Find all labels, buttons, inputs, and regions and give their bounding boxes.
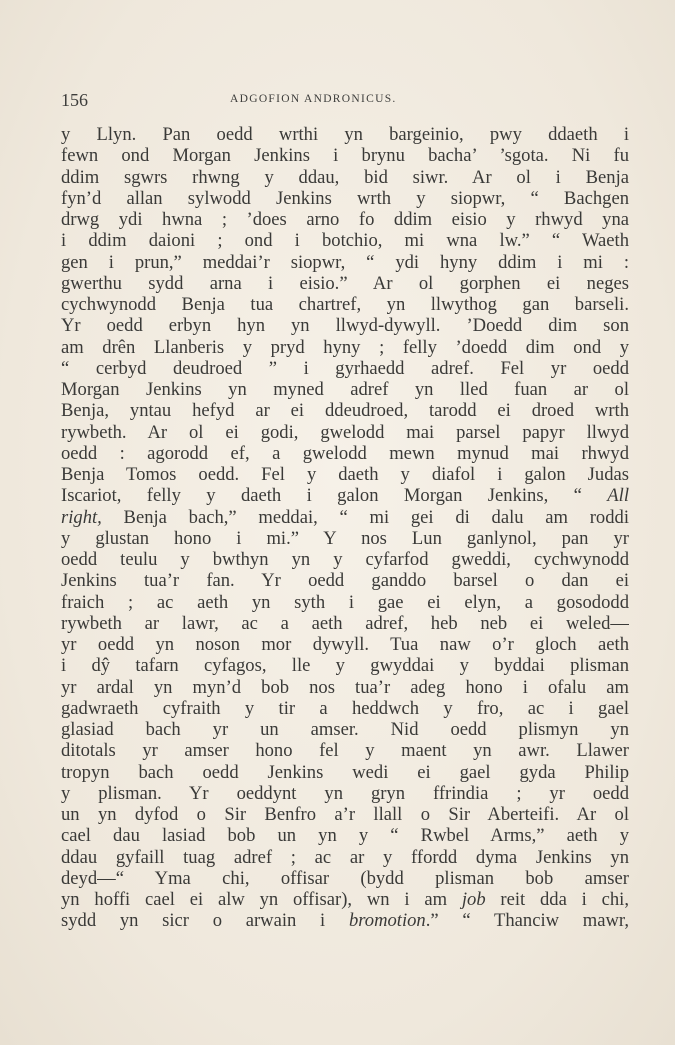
- text-line: ddim sgwrs rhwng y ddau, bid siwr. Ar ol i Benja: [61, 166, 629, 188]
- text-line: glasiad bach yr un amser. Nid oedd plismyn yn: [61, 719, 629, 740]
- text-line: un yn dyfod o Sir Benfro a’r llall o Sir Aberteifi. Ar ol: [61, 804, 629, 825]
- text-line: “ cerbyd deudroed ” i gyrhaedd adref. Fel yr oedd: [61, 357, 629, 379]
- text-line: fewn ond Morgan Jenkins i brynu bacha’ ’sgota. Ni fu: [61, 145, 629, 167]
- text-line: Iscariot, felly y daeth i galon Morgan Jenkins, “ All: [61, 485, 629, 507]
- text-line: y glustan hono i mi.” Y nos Lun ganlynol, pan yr: [61, 527, 629, 549]
- text-line: rywbeth ar lawr, ac a aeth adref, heb neb ei weled—: [61, 612, 629, 634]
- text-line: fyn’d allan sylwodd Jenkins wrth y siopwr, “ Bachgen: [61, 187, 629, 209]
- page-header: [61, 90, 631, 114]
- text-line: yn hoffi cael ei alw yn offisar), wn i am job reit dda i chi,: [61, 889, 629, 910]
- body-text: [61, 124, 629, 932]
- text-line: i dŷ tafarn cyfagos, lle y gwyddai y byddai plisman: [61, 655, 629, 677]
- text-line: oedd : agorodd ef, a gwelodd mewn mynud mai rhwyd: [61, 442, 629, 464]
- text-line: Benja Tomos oedd. Fel y daeth y diafol i galon Judas: [61, 464, 629, 485]
- text-line: deyd—“ Yma chi, offisar (bydd plisman bob amser: [61, 867, 629, 889]
- text-line: i ddim daioni ; ond i botchio, mi wna lw.” “ Waeth: [61, 230, 629, 252]
- text-line: Morgan Jenkins yn myned adref yn lled fuan ar ol: [61, 379, 629, 400]
- page-number: 156: [61, 90, 88, 110]
- text-line: rywbeth. Ar ol ei godi, gwelodd mai parsel papyr llwyd: [61, 421, 629, 443]
- text-line: Jenkins tua’r fan. Yr oedd ganddo barsel o dan ei: [61, 570, 629, 592]
- text-line: tropyn bach oedd Jenkins wedi ei gael gyda Philip: [61, 761, 629, 783]
- text-line: right, Benja bach,” meddai, “ mi gei di dalu am roddi: [61, 506, 629, 528]
- text-line: y Llyn. Pan oedd wrthi yn bargeinio, pwy ddaeth i: [61, 124, 629, 145]
- text-line: y plisman. Yr oeddynt yn gryn ffrindia ; yr oedd: [61, 782, 629, 804]
- text-line: yr oedd yn noson mor dywyll. Tua naw o’r gloch aeth: [61, 634, 629, 655]
- text-line: ditotals yr amser hono fel y maent yn awr. Llawer: [61, 740, 629, 762]
- text-line: gen i prun,” meddai’r siopwr, “ ydi hyny ddim i mi :: [61, 251, 629, 273]
- text-line: sydd yn sicr o arwain i bromotion.” “ Thanciw mawr,: [61, 910, 629, 932]
- text-line: gadwraeth cyfraith y tir a heddwch y fro, ac i gael: [61, 697, 629, 719]
- text-line: Benja, yntau hefyd ar ei ddeudroed, tarodd ei droed wrth: [61, 400, 629, 422]
- text-line: cychwynodd Benja tua chartref, yn llwythog gan barseli.: [61, 294, 629, 315]
- text-line: yr ardal yn myn’d bob nos tua’r adeg hono i ofalu am: [61, 676, 629, 698]
- text-line: am drên Llanberis y pryd hyny ; felly ’doedd dim ond y: [61, 336, 629, 358]
- text-line: oedd teulu y bwthyn yn y cyfarfod gweddi, cychwynodd: [61, 549, 629, 570]
- text-line: gwerthu sydd arna i eisio.” Ar ol gorphen ei neges: [61, 272, 629, 294]
- text-line: cael dau lasiad bob un yn y “ Rwbel Arms,” aeth y: [61, 825, 629, 847]
- text-line: drwg ydi hwna ; ’does arno fo ddim eisio y rhwyd yna: [61, 209, 629, 230]
- running-head: ADGOFION ANDRONICUS.: [230, 93, 397, 105]
- text-line: ddau gyfaill tuag adref ; ac ar y ffordd dyma Jenkins yn: [61, 846, 629, 868]
- text-line: Yr oedd erbyn hyn yn llwyd-dywyll. ’Doedd dim son: [61, 315, 629, 337]
- text-line: fraich ; ac aeth yn syth i gae ei elyn, a gosododd: [61, 591, 629, 613]
